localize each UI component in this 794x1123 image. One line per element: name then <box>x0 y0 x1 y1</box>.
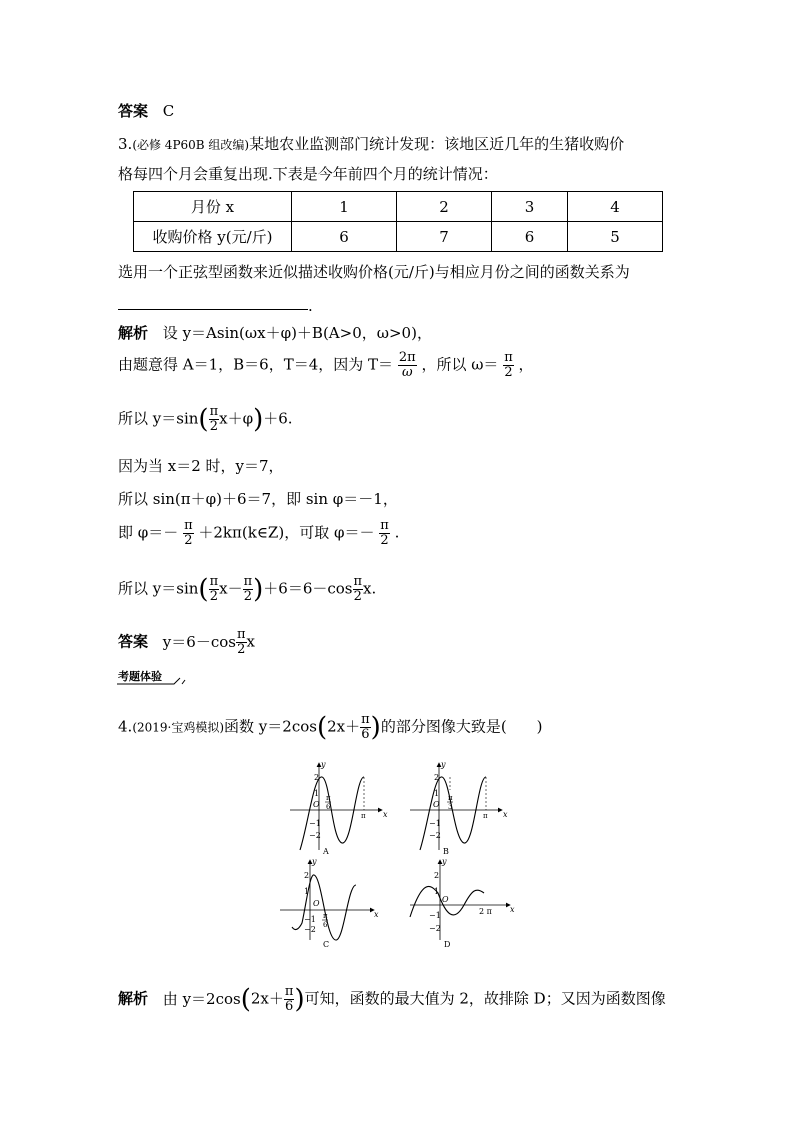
tick-label: 1 <box>304 887 310 896</box>
fraction-denominator: 2 <box>243 589 252 604</box>
fraction <box>379 519 390 548</box>
solution-text: . <box>394 523 400 542</box>
fraction <box>183 519 194 548</box>
problem-text: 函数 y＝2cos <box>224 717 317 736</box>
question-text: 选用一个正弦型函数来近似描述收购价格(元/斤)与相应月份之间的函数关系为 <box>118 263 630 281</box>
origin-label: O <box>433 800 440 809</box>
svg-text:6: 6 <box>326 803 331 811</box>
solution-text: x－ <box>219 579 243 598</box>
graph-a[interactable] <box>290 760 388 856</box>
answer-label: 答案 <box>118 632 149 651</box>
fraction-numerator: 2π <box>398 350 416 365</box>
option-label-c: C <box>323 940 330 949</box>
origin-label: O <box>313 899 320 908</box>
solution-text: 因为当 x＝2 时，y＝7， <box>118 457 284 475</box>
problem-source: (2019·宝鸡模拟) <box>132 720 225 735</box>
fraction <box>243 575 254 604</box>
problem-text: 某地农业监测部门统计发现：该地区近几年的生猪收购价 <box>249 135 625 153</box>
fraction-numerator: π <box>361 712 370 727</box>
option-label-b: B <box>443 847 449 856</box>
fraction-denominator: 2 <box>209 419 218 434</box>
solution-3-line-4 <box>118 456 284 476</box>
solution-text: ＋6＝6－cos <box>263 579 353 598</box>
solution-text: x＋φ <box>219 409 254 428</box>
fraction-numerator: π <box>504 350 513 365</box>
fraction-numerator: π <box>353 574 363 589</box>
solution-3-line-2 <box>118 351 534 380</box>
problem-3-line-2 <box>118 164 498 184</box>
fraction <box>284 985 295 1014</box>
solution-text: ， <box>518 355 534 374</box>
answer-value: x <box>246 632 255 651</box>
fraction-denominator: ω <box>401 365 413 380</box>
solution-text: 由 y＝2cos <box>162 989 241 1008</box>
tick-label: −1 <box>429 911 441 920</box>
answer-blank <box>118 309 308 310</box>
solution-3-line-7: 所以 y＝sin( $\frac{\pi}{2}$ x－ $\frac{\pi}{2}$ )＋6＝6－cos $\frac{\pi}{2}$ x. <box>118 574 377 605</box>
fraction-numerator: π <box>184 518 193 533</box>
y-axis-label: y <box>312 857 317 866</box>
fraction <box>236 628 247 657</box>
fraction-numerator: π <box>236 627 246 642</box>
fraction-denominator: 2 <box>184 533 193 548</box>
table-row <box>134 192 663 222</box>
solution-text: x. <box>363 579 377 598</box>
fraction-denominator: 2 <box>209 589 218 604</box>
tick-label: −1 <box>304 915 316 924</box>
graph-d[interactable] <box>410 857 515 949</box>
problem-3-line-1 <box>118 134 624 155</box>
tick-label: −2 <box>309 831 321 840</box>
fraction-denominator: 2 <box>504 365 513 380</box>
problem-number: 4. <box>118 717 133 736</box>
problem-4-line: 4.(2019·宝鸡模拟)函数 y＝2cos(2x＋ $\frac{\pi}{6}$ )的部分图像大致是( ) <box>118 712 543 743</box>
section-tag-label: 考题体验 <box>118 670 162 683</box>
tick-label: 1 <box>434 887 440 896</box>
solution-text: ＋2kπ(k∈Z)，可取 φ＝－ <box>198 523 375 542</box>
fraction-numerator: π <box>284 984 294 999</box>
table-cell: 1 <box>292 192 397 222</box>
graph-b[interactable] <box>410 760 508 856</box>
fraction <box>398 351 417 380</box>
table-cell: 2 <box>397 192 492 222</box>
fraction-numerator: π <box>209 574 219 589</box>
svg-text:6: 6 <box>323 921 328 929</box>
solution-text: 2x＋ <box>250 989 284 1008</box>
solution-text: 所以 y＝sin <box>118 409 199 428</box>
tick-label: 2 <box>434 773 440 782</box>
tick-label: −1 <box>429 819 441 828</box>
solution-text: 即 φ＝－ <box>118 523 179 542</box>
tick-label: 2 <box>314 773 320 782</box>
table-cell: 6 <box>492 222 568 252</box>
solution-text: 由题意得 A＝1，B＝6，T＝4，因为 T＝ <box>118 355 394 374</box>
tick-label: 2 π <box>479 907 492 916</box>
graph-c[interactable] <box>280 857 379 949</box>
solution-text: ＋6. <box>263 409 293 428</box>
fraction-denominator: 6 <box>285 999 294 1014</box>
option-label-d: D <box>444 940 451 949</box>
problem-text: 的部分图像大致是( ) <box>380 717 543 736</box>
fraction <box>353 575 364 604</box>
fraction <box>503 351 514 380</box>
tick-label: −2 <box>429 924 441 933</box>
fraction <box>209 575 220 604</box>
option-label-a: A <box>323 847 329 856</box>
table-header-price: 收购价格 y(元/斤) <box>134 222 292 252</box>
solution-text: 所以 y＝sin <box>118 579 199 598</box>
problem-source: (必修 4P60B 组改编) <box>132 138 250 152</box>
tick-label: −2 <box>429 831 441 840</box>
y-axis-label: y <box>442 857 447 866</box>
tick-label: 1 <box>434 789 440 798</box>
fraction-denominator: 2 <box>237 642 246 657</box>
blank-end: . <box>308 297 313 315</box>
tick-label: π <box>361 812 366 820</box>
section-tag-underline <box>116 676 186 686</box>
price-table <box>133 191 663 252</box>
fraction <box>360 713 371 742</box>
solution-label: 解析 <box>118 324 149 342</box>
fraction-denominator: 6 <box>361 727 370 742</box>
fraction-numerator: π <box>209 404 219 419</box>
x-axis-label: x <box>503 810 508 819</box>
x-axis-label: x <box>510 905 515 914</box>
tick-label: −2 <box>304 925 316 934</box>
answer-line-1 <box>118 101 174 121</box>
curve-c <box>292 875 356 940</box>
svg-text:3: 3 <box>448 803 453 811</box>
problem-text: 2x＋ <box>327 717 361 736</box>
table-cell: 6 <box>292 222 397 252</box>
solution-text: 可知，函数的最大值为 2，故排除 D；又因为函数图像 <box>304 989 666 1008</box>
solution-label: 解析 <box>118 989 149 1008</box>
fraction-denominator: 2 <box>353 589 362 604</box>
answer-line-3 <box>118 628 255 657</box>
solution-text: 所以 sin(π＋φ)＋6＝7，即 sin φ＝－1， <box>118 490 398 508</box>
tick-label: π <box>323 912 328 920</box>
x-axis-label: x <box>374 910 379 919</box>
problem-number: 3. <box>118 135 133 153</box>
tick-label: π <box>483 812 488 820</box>
origin-label: O <box>313 800 320 809</box>
tick-label: 1 <box>314 789 320 798</box>
fraction-denominator: 2 <box>380 533 389 548</box>
table-cell: 5 <box>568 222 663 252</box>
x-axis-label: x <box>383 810 388 819</box>
tick-label: 2 <box>434 871 440 880</box>
fraction-numerator: π <box>243 574 253 589</box>
tick-label: 2 <box>304 871 310 880</box>
problem-3-question <box>118 262 630 282</box>
solution-text: ，所以 ω＝ <box>421 355 499 374</box>
solution-3-line-3: 所以 y＝sin( $\frac{\pi}{2}$ x＋φ)＋6. <box>118 404 293 435</box>
solution-3-line-6 <box>118 519 399 548</box>
fraction <box>209 405 220 434</box>
solution-3-line-5 <box>118 489 398 509</box>
table-header-month: 月份 x <box>134 192 292 222</box>
graph-options <box>270 755 530 955</box>
solution-text: 设 y＝Asin(ωx＋φ)＋B(A>0，ω>0)， <box>162 324 432 342</box>
solution-3-line-1 <box>118 323 432 343</box>
fraction-numerator: π <box>380 518 389 533</box>
answer-label: 答案 <box>118 102 149 120</box>
table-cell: 4 <box>568 192 663 222</box>
tick-label: −1 <box>309 819 321 828</box>
tick-label: π <box>326 794 331 802</box>
table-cell: 7 <box>397 222 492 252</box>
problem-text: 格每四个月会重复出现.下表是今年前四个月的统计情况： <box>118 165 498 183</box>
answer-value: C <box>162 102 175 120</box>
solution-4-line: 解析 由 y＝2cos(2x＋ $\frac{\pi}{6}$ )可知，函数的最大值为 2，故排除 D；又因为函数图像 <box>118 984 666 1015</box>
y-axis-label: y <box>321 760 326 769</box>
origin-label: O <box>442 895 449 904</box>
tick-label: π <box>448 794 453 802</box>
answer-value: y＝6－cos <box>162 632 236 651</box>
table-row <box>134 222 663 252</box>
y-axis-label: y <box>441 760 446 769</box>
table-cell: 3 <box>492 192 568 222</box>
